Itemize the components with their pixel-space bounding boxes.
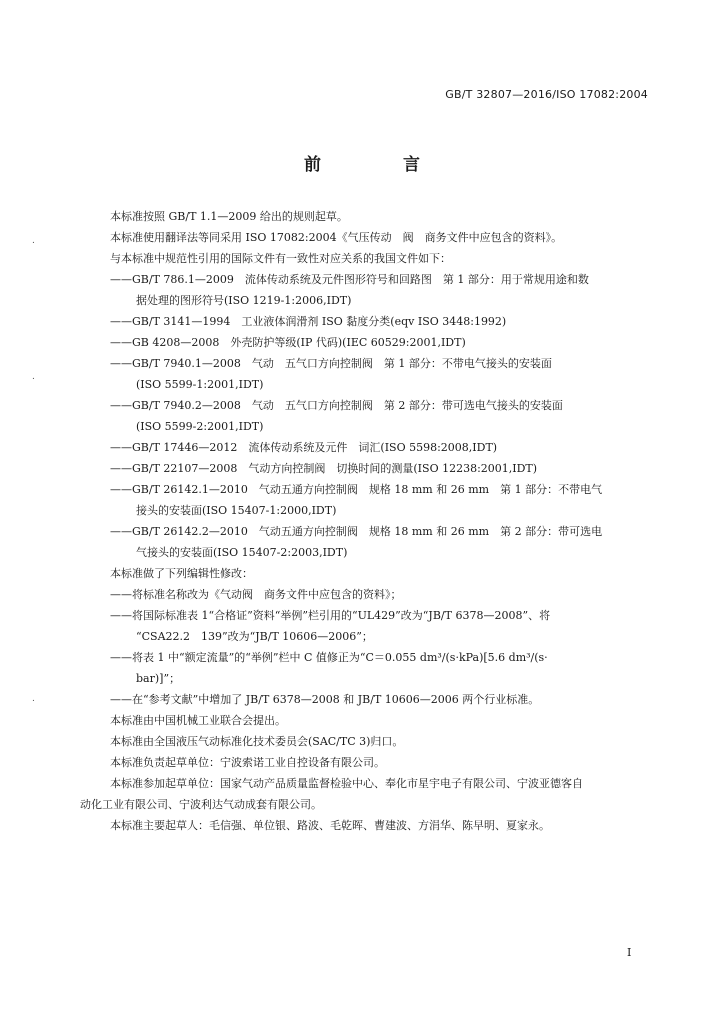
text-line: ——将国际标准表 1“合格证”资料“举例”栏引用的“UL429”改为“JB/T 6378—2008”、将 bbox=[110, 609, 551, 622]
text-line: ——GB/T 3141—1994 工业液体润滑剂 ISO 黏度分类(eqv ISO 3448:1992) bbox=[110, 315, 507, 328]
text-line: 本标准由全国液压气动标准化技术委员会(SAC/TC 3)归口。 bbox=[110, 735, 404, 748]
text-line: ——将表 1 中“额定流量”的“举例”栏中 C 值修正为“C＝0.055 dm³/(s·kPa)[5.6 dm³/(s· bbox=[110, 651, 548, 664]
text-line: ——GB 4208—2008 外壳防护等级(IP 代码)(IEC 60529:2001,IDT) bbox=[110, 336, 466, 349]
text-line: 动化工业有限公司、宁波利达气动成套有限公司。 bbox=[80, 798, 322, 811]
text-line: 本标准主要起草人：毛信强、单位银、路波、毛乾晖、曹建波、方涓华、陈早明、夏家永。 bbox=[110, 819, 550, 832]
foreword-body bbox=[80, 206, 660, 836]
margin-dot: . bbox=[32, 694, 35, 704]
text-line: ——GB/T 17446—2012 流体传动系统及元件 词汇(ISO 5598:2008,IDT) bbox=[110, 441, 498, 454]
page-title: 前 言 bbox=[304, 155, 458, 175]
text-line: ——GB/T 26142.1—2010 气动五通方向控制阀 规格 18 mm 和 26 mm 第 1 部分：不带电气 bbox=[110, 483, 603, 496]
text-line: bar)]”； bbox=[136, 672, 181, 685]
text-line: 据处理的图形符号(ISO 1219-1:2006,IDT) bbox=[136, 294, 352, 307]
text-line: (ISO 5599-2:2001,IDT) bbox=[136, 420, 264, 433]
text-line: ——GB/T 26142.2—2010 气动五通方向控制阀 规格 18 mm 和 26 mm 第 2 部分：带可选电 bbox=[110, 525, 603, 538]
margin-dot: . bbox=[32, 236, 35, 246]
text-line: 本标准由中国机械工业联合会提出。 bbox=[110, 714, 286, 727]
text-line: ——GB/T 22107—2008 气动方向控制阀 切换时间的测量(ISO 12238:2001,IDT) bbox=[110, 462, 538, 475]
text-line: 本标准参加起草单位：国家气动产品质量监督检验中心、奉化市星宇电子有限公司、宁波亚德客自 bbox=[110, 777, 583, 790]
text-line: 本标准负责起草单位：宁波索诺工业自控设备有限公司。 bbox=[110, 756, 385, 769]
text-line: 气接头的安装面(ISO 15407-2:2003,IDT) bbox=[136, 546, 348, 559]
text-line: ——GB/T 786.1—2009 流体传动系统及元件图形符号和回路图 第 1 部分：用于常规用途和数 bbox=[110, 273, 589, 286]
text-line: 与本标准中规范性引用的国际文件有一致性对应关系的我国文件如下： bbox=[110, 252, 451, 265]
text-line: 本标准做了下列编辑性修改： bbox=[110, 567, 253, 580]
margin-dot: . bbox=[32, 372, 35, 382]
text-line: ——GB/T 7940.1—2008 气动 五气口方向控制阀 第 1 部分：不带电气接头的安装面 bbox=[110, 357, 552, 370]
text-line: 本标准使用翻译法等同采用 ISO 17082:2004《气压传动 阀 商务文件中应包含的资料》。 bbox=[110, 231, 563, 244]
text-line: ——将标准名称改为《气动阀 商务文件中应包含的资料》； bbox=[110, 588, 402, 601]
standard-code-header: GB/T 32807—2016/ISO 17082:2004 bbox=[445, 88, 648, 101]
text-line: ——在“参考文献”中增加了 JB/T 6378—2008 和 JB/T 10606—2006 两个行业标准。 bbox=[110, 693, 540, 706]
text-line: “CSA22.2 139”改为“JB/T 10606—2006”； bbox=[136, 630, 373, 643]
text-line: ——GB/T 7940.2—2008 气动 五气口方向控制阀 第 2 部分：带可选电气接头的安装面 bbox=[110, 399, 563, 412]
page-number: I bbox=[627, 946, 632, 959]
text-line: (ISO 5599-1:2001,IDT) bbox=[136, 378, 264, 391]
text-line: 接头的安装面(ISO 15407-1:2000,IDT) bbox=[136, 504, 337, 517]
text-line: 本标准按照 GB/T 1.1—2009 给出的规则起草。 bbox=[110, 210, 348, 223]
